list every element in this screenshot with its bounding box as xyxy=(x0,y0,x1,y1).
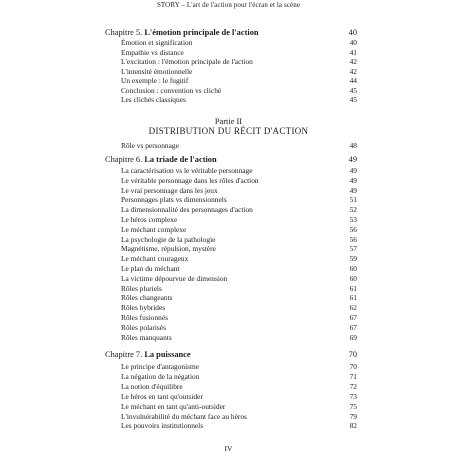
toc-entry-label: Le plan du méchant xyxy=(121,264,180,273)
page-number: 62 xyxy=(349,303,357,313)
page-number: 42 xyxy=(349,66,357,76)
page-number: 70 xyxy=(348,350,357,359)
toc-entry[interactable] xyxy=(121,86,357,95)
page-number: 69 xyxy=(349,332,357,342)
toc-entry[interactable] xyxy=(121,412,357,421)
toc-entry[interactable] xyxy=(121,382,357,391)
toc-entry[interactable] xyxy=(121,205,357,214)
page-number: 67 xyxy=(349,322,357,332)
toc-entry[interactable] xyxy=(121,235,357,244)
toc-entry-label: Le héros en tant qu'outsider xyxy=(121,391,203,401)
toc-entry-label: Rôles hybrides xyxy=(121,303,166,313)
toc-entry-label: Émotion et signification xyxy=(121,38,193,47)
page-number: 53 xyxy=(349,215,357,224)
page-number: 60 xyxy=(349,264,357,273)
toc-entry-label: L'intensité émotionnelle xyxy=(121,66,193,76)
toc-entry-label: Empathie vs distance xyxy=(121,47,184,57)
toc-entry[interactable] xyxy=(121,402,357,411)
page-number: 45 xyxy=(349,95,357,104)
page-number: 61 xyxy=(349,283,357,293)
page-number: 59 xyxy=(349,254,357,264)
chapter-heading[interactable] xyxy=(105,155,357,165)
page-number: 72 xyxy=(349,381,357,391)
page-number: 56 xyxy=(349,234,357,244)
part-label: Partie II xyxy=(214,117,243,126)
toc-entry-label: Le méchant complexe xyxy=(121,224,187,234)
toc-entry-label: Rôle vs personnage xyxy=(121,141,179,150)
toc-entry-label: La victime dépourvue de dimension xyxy=(121,273,228,283)
toc-entry[interactable] xyxy=(121,293,357,302)
toc-entry[interactable] xyxy=(121,284,357,293)
chapter-title: Chapitre 5. L'émotion principale de l'action xyxy=(105,28,259,37)
toc-entry[interactable] xyxy=(121,225,357,234)
toc-entry[interactable] xyxy=(121,372,357,381)
page-number: 49 xyxy=(348,155,357,164)
toc-entry-label: L'invulnérabilité du méchant face au héros xyxy=(121,411,247,421)
page-number: 79 xyxy=(349,411,357,421)
toc-entry-label: Le principe d'antagonisme xyxy=(121,362,200,371)
toc-entry-label: Rôles changeants xyxy=(121,293,173,303)
toc-entry[interactable] xyxy=(121,57,357,66)
page-number: 42 xyxy=(349,57,357,66)
page-number: 45 xyxy=(349,85,357,95)
toc-entry[interactable] xyxy=(121,215,357,224)
page-number: 61 xyxy=(349,293,357,303)
toc-entry-label: Rôles polarisés xyxy=(121,322,166,332)
page-number: 49 xyxy=(349,166,357,175)
toc-entry-label: Les clichés classiques xyxy=(121,95,186,104)
chapter-title: Chapitre 7. La puissance xyxy=(105,350,191,359)
toc-entry-label: Rôles manquants xyxy=(121,332,172,342)
page-number: 75 xyxy=(349,401,357,411)
page-number: 51 xyxy=(349,195,357,205)
toc-entry-label: Personnages plats vs dimensionnels xyxy=(121,195,227,205)
page-number: 56 xyxy=(349,224,357,234)
toc-entry-label: Conclusion : convention vs cliché xyxy=(121,85,222,95)
chapter-heading[interactable] xyxy=(105,350,357,360)
toc-entry-label: Le héros complexe xyxy=(121,215,178,224)
page-number: 40 xyxy=(348,28,357,37)
toc-entry[interactable] xyxy=(121,166,357,175)
toc-entry[interactable] xyxy=(121,195,357,204)
toc-entry-label: La psychologie de la pathologie xyxy=(121,234,216,244)
page-number: 73 xyxy=(349,391,357,401)
toc-entry[interactable] xyxy=(121,48,357,57)
toc-entry-label: Un exemple : le fugitif xyxy=(121,76,189,85)
page-number: 44 xyxy=(349,76,357,85)
toc-entry-label: L'excitation : l'émotion principale de l'action xyxy=(121,57,253,66)
toc-entry-label: La dimensionnalité des personnages d'action xyxy=(121,205,253,215)
toc-entry[interactable] xyxy=(121,67,357,76)
page-number: 82 xyxy=(349,421,357,431)
toc-entry-label: Le méchant courageux xyxy=(121,254,189,264)
toc-entry-label: Les pouvoirs institutionnels xyxy=(121,421,204,431)
toc-entry[interactable] xyxy=(121,323,357,332)
page-number: 48 xyxy=(349,141,357,150)
folio: IV xyxy=(224,444,233,453)
toc-entry[interactable] xyxy=(121,264,357,273)
toc-entry-label: Magnétisme, répulsion, mystère xyxy=(121,244,216,254)
toc-entry[interactable] xyxy=(121,95,357,104)
page-number: 70 xyxy=(349,362,357,371)
page-number: 49 xyxy=(349,175,357,185)
page-number: 40 xyxy=(349,38,357,47)
toc-entry[interactable] xyxy=(121,176,357,185)
chapter-title: Chapitre 6. La triade de l'action xyxy=(105,155,217,164)
toc-entry[interactable] xyxy=(121,254,357,263)
toc-entry[interactable] xyxy=(121,244,357,253)
toc-entry[interactable] xyxy=(121,362,357,371)
page-number: 57 xyxy=(349,244,357,254)
running-head: STORY – L'art de l'action pour l'écran et la scène xyxy=(156,1,301,9)
toc-entry[interactable] xyxy=(121,274,357,283)
toc-entry-label: La négation de la négation xyxy=(121,371,200,381)
page-number: 60 xyxy=(349,273,357,283)
toc-entry-label: La notion d'équilibre xyxy=(121,381,183,391)
toc-entry[interactable] xyxy=(121,38,357,47)
toc-entry-label: Rôles pluriels xyxy=(121,283,162,293)
part-title: DISTRIBUTION DU RÉCIT D'ACTION xyxy=(148,126,309,136)
toc-entry[interactable] xyxy=(121,141,357,150)
toc-entry-label: Le véritable personnage dans les rôles d'action xyxy=(121,175,259,185)
page-number: 41 xyxy=(349,47,357,57)
toc-entry-label: Le vrai personnage dans les jeux xyxy=(121,185,218,195)
toc-entry-label: La caractérisation vs le véritable personnage xyxy=(121,166,253,175)
page-number: 49 xyxy=(349,185,357,195)
toc-entry[interactable] xyxy=(121,392,357,401)
toc-entry[interactable] xyxy=(121,76,357,85)
page-number: 52 xyxy=(349,205,357,215)
page-number: 67 xyxy=(349,313,357,322)
toc-entry[interactable] xyxy=(121,313,357,322)
page-number: 71 xyxy=(349,371,357,381)
toc-entry[interactable] xyxy=(121,421,357,430)
toc-entry[interactable] xyxy=(121,333,357,342)
toc-entry[interactable] xyxy=(121,186,357,195)
toc-entry[interactable] xyxy=(121,303,357,312)
toc-entry-label: Rôles fusionnés xyxy=(121,313,169,322)
toc-entry-label: Le méchant en tant qu'anti-outsider xyxy=(121,401,226,411)
chapter-heading[interactable] xyxy=(105,28,357,38)
